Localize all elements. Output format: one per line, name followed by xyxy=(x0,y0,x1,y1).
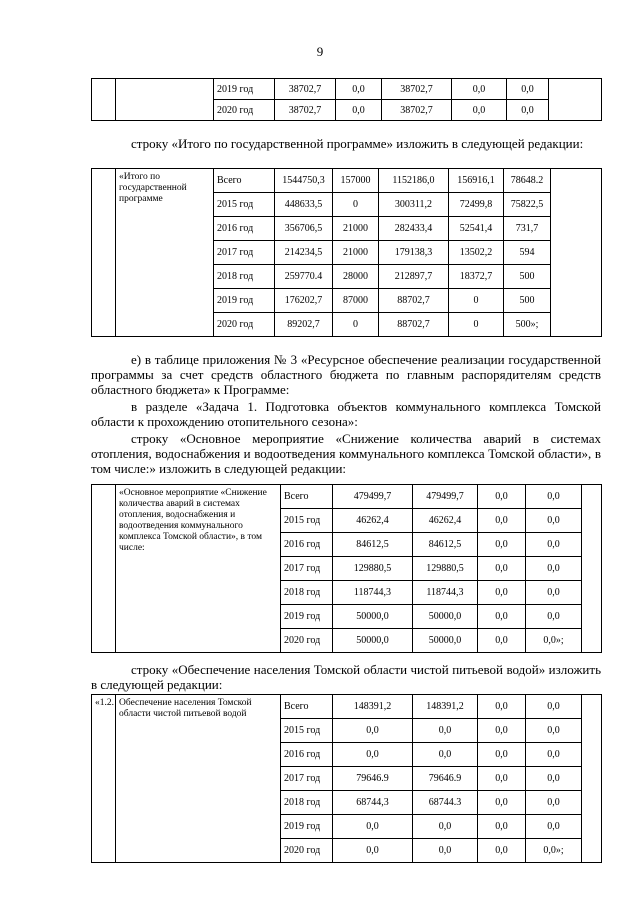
table-row: 2015 год 46262,4 46262,4 0,0 0,0 xyxy=(92,509,602,533)
table-row: 2019 год 50000,0 50000,0 0,0 0,0 xyxy=(92,605,602,629)
table-row: «Итого по государственной программе Всего 1544750,3 157000 1152186,0 156916,1 78648.2 xyxy=(92,169,602,193)
paragraph-itogo: строку «Итого по государственной программе» изложить в следующей редакции: xyxy=(131,136,584,151)
table-row: 2016 год 356706,5 21000 282433,4 52541,4 731,7 xyxy=(92,217,602,241)
table-row: 2015 год 448633,5 0 300311,2 72499,8 75822,5 xyxy=(92,193,602,217)
table-row: 2018 год 118744,3 118744,3 0,0 0,0 xyxy=(92,581,602,605)
paragraph-section: в разделе «Задача 1. Подготовка объектов коммунального комплекса Томской области к прохождению отопительного сезона»: xyxy=(91,399,601,429)
table-row: 2017 год 129880,5 129880,5 0,0 0,0 xyxy=(92,557,602,581)
table-row: 2018 год 68744,3 68744.3 0,0 0,0 xyxy=(92,791,602,815)
table-row: 2019 год 38702,7 0,0 38702,7 0,0 0,0 xyxy=(92,79,602,100)
paragraph-main-event: строку «Основное мероприятие «Снижение количества аварий в системах отопления, водоснабжения и водоотведения коммунального комплекса Томской области», в том числе:» изложить в следующей редакции: xyxy=(91,431,601,476)
table-row: 2019 год 176202,7 87000 88702,7 0 500 xyxy=(92,289,602,313)
table-row: 2016 год 84612,5 84612,5 0,0 0,0 xyxy=(92,533,602,557)
table-row: 2020 год 38702,7 0,0 38702,7 0,0 0,0 xyxy=(92,100,602,121)
paragraph-appendix: е) в таблице приложения № 3 «Ресурсное обеспечение реализации государственной программы за счет средств областного бюджета по главным распорядителям средств областного бюджета» к Программе: xyxy=(91,352,601,397)
table-row: «1.2. Обеспечение населения Томской области чистой питьевой водой Всего 148391,2 148391,2 0,0 0,0 xyxy=(92,695,602,719)
row-number: «1.2. xyxy=(92,695,116,863)
table-itogo xyxy=(91,168,602,337)
table-row: 2015 год 0,0 0,0 0,0 0,0 xyxy=(92,719,602,743)
table-row: 2017 год 79646.9 79646.9 0,0 0,0 xyxy=(92,767,602,791)
table-main-event xyxy=(91,484,602,653)
table-continuation xyxy=(91,78,602,121)
table-row: 2017 год 214234,5 21000 179138,3 13502,2 594 xyxy=(92,241,602,265)
table-row: 2018 год 259770.4 28000 212897,7 18372,7 500 xyxy=(92,265,602,289)
row-label: Обеспечение населения Томской области чистой питьевой водой xyxy=(116,695,281,863)
table-row: 2020 год 50000,0 50000,0 0,0 0,0»; xyxy=(92,629,602,653)
paragraph-water: строку «Обеспечение населения Томской области чистой питьевой водой» изложить в следующей редакции: xyxy=(91,662,601,692)
table-row: 2020 год 89202,7 0 88702,7 0 500»; xyxy=(92,313,602,337)
table-row: «Основное мероприятие «Снижение количества аварий в системах отопления, водоснабжения и водоотведения коммунального комплекса Томской области», в том числе: Всего 479499,7 479499,7 0,0 0,0 xyxy=(92,485,602,509)
table-row: 2016 год 0,0 0,0 0,0 0,0 xyxy=(92,743,602,767)
page-number: 9 xyxy=(316,44,324,59)
table-row: 2020 год 0,0 0,0 0,0 0,0»; xyxy=(92,839,602,863)
row-label: «Итого по государственной программе xyxy=(116,169,214,337)
table-row: 2019 год 0,0 0,0 0,0 0,0 xyxy=(92,815,602,839)
row-label: «Основное мероприятие «Снижение количества аварий в системах отопления, водоснабжения и водоотведения коммунального комплекса Томской области», в том числе: xyxy=(116,485,281,653)
table-water xyxy=(91,694,602,863)
